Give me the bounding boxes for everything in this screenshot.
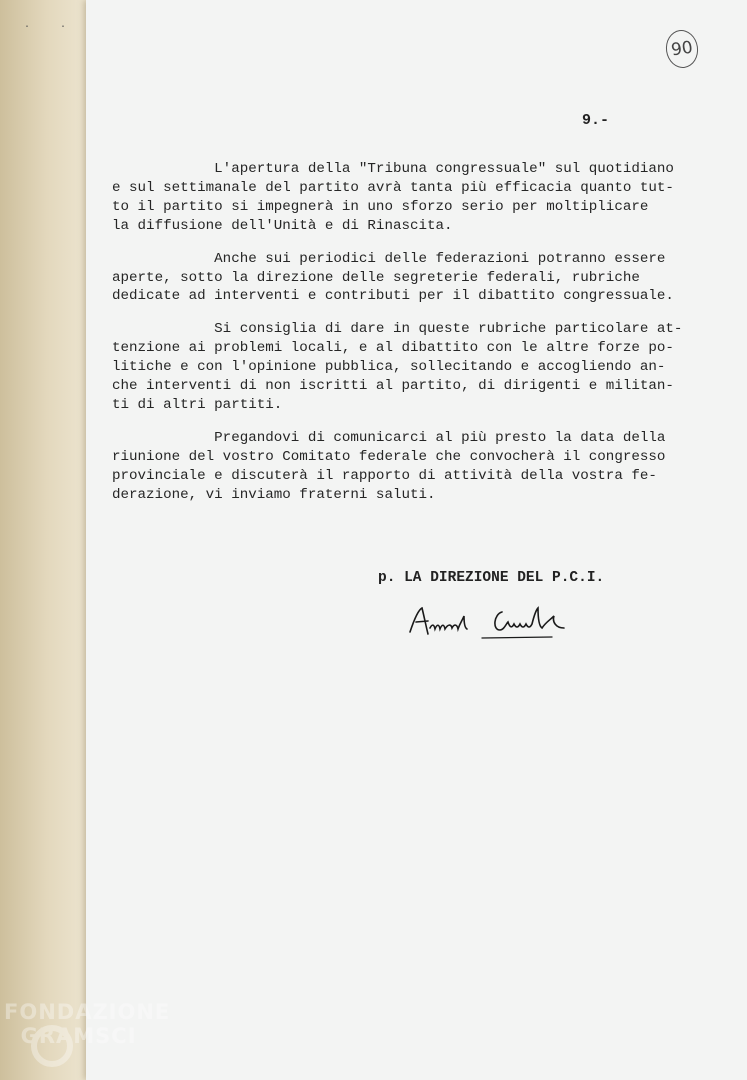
text-line: riunione del vostro Comitato federale che convocherà il congresso [112,448,666,465]
margin-marks: · · [24,22,79,33]
text-line: la diffusione dell'Unità e di Rinascita. [112,217,453,234]
text-line: to il partito si impegnerà in uno sforzo serio per moltiplicare [112,198,649,215]
text-line: litiche e con l'opinione pubblica, sollecitando e accogliendo an- [112,359,666,376]
handwritten-signature [404,602,584,642]
text-line: tenzione ai problemi locali, e al dibattito con le altre forze po- [112,340,674,357]
text-line: ti di altri partiti. [112,396,283,413]
text-line: L'apertura della "Tribuna congressuale" sul quotidiano [112,161,674,177]
closing-line: p. LA DIREZIONE DEL P.C.I. [378,570,605,586]
text-line: aperte, sotto la direzione delle segreterie federali, rubriche [112,269,640,286]
letter-body [112,160,692,519]
foundation-watermark [4,1000,204,1070]
paragraph [112,160,692,236]
paragraph [112,429,692,505]
text-line: dedicate ad interventi e contributi per il dibattito congressuale. [112,288,674,305]
text-line: Pregandovi di comunicarci al più presto la data della [112,429,666,446]
paragraph [112,320,692,415]
text-line: e sul settimanale del partito avrà tanta più efficacia quanto tut- [112,179,674,196]
watermark-text: FONDAZIONE GRAMSCI [4,1000,171,1048]
page-number: 9.- [582,112,610,129]
text-line: Si consiglia di dare in queste rubriche particolare at- [112,321,683,338]
archive-number-stamp: 90 [664,28,701,70]
paragraph [112,250,692,307]
document-binding-edge [0,0,86,1080]
text-line: Anche sui periodici delle federazioni potranno essere [112,250,666,267]
text-line: che interventi di non iscritti al partito, di dirigenti e militan- [112,378,674,395]
text-line: derazione, vi inviamo fraterni saluti. [112,486,436,503]
text-line: provinciale e discuterà il rapporto di attività della vostra fe- [112,467,657,484]
